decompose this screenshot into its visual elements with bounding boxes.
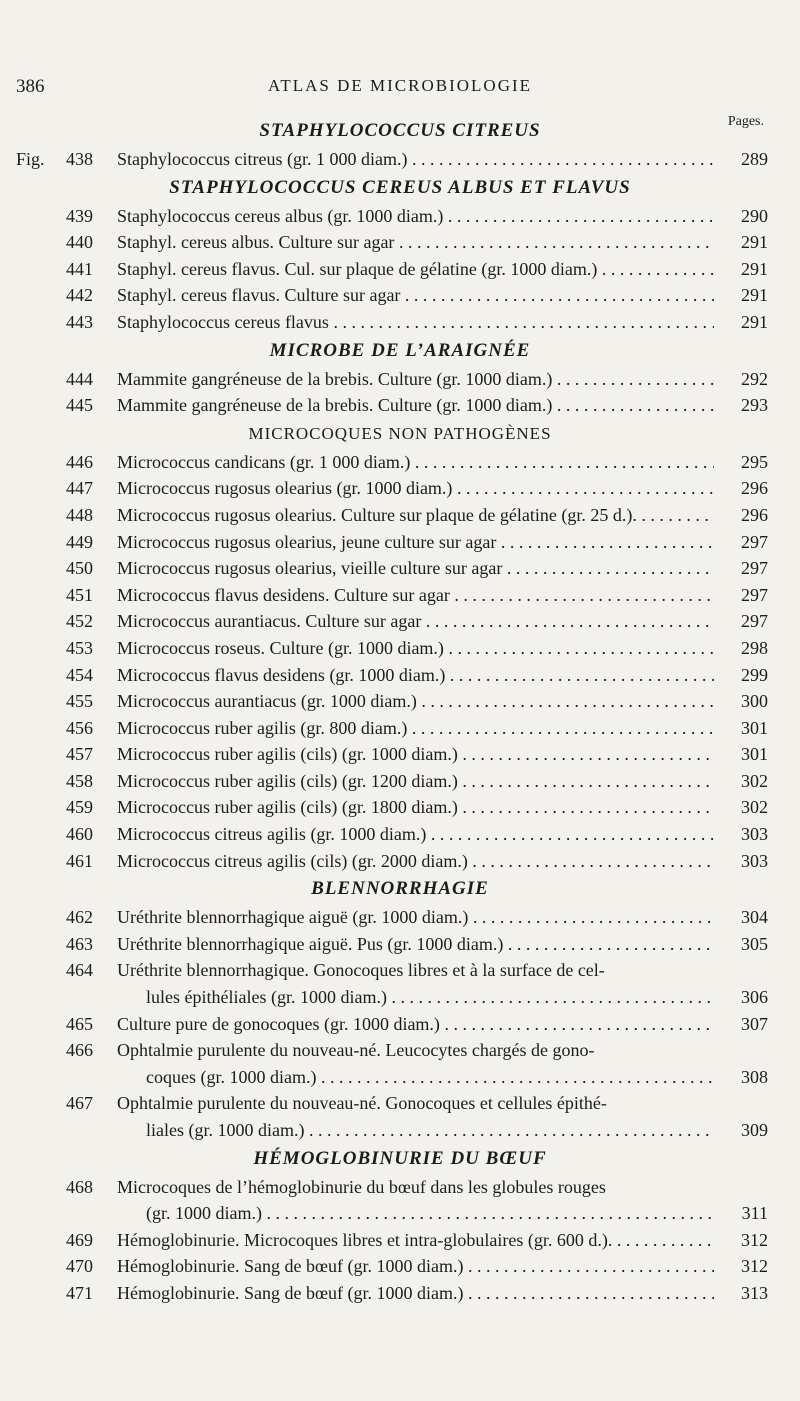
figure-number: 468 — [66, 1176, 93, 1197]
section-heading: MICROBE DE L’ARAIGNÉE — [269, 339, 531, 361]
figure-title: Mammite gangréneuse de la brebis. Culture (gr. 1000 diam.) . . . — [117, 392, 714, 419]
section-heading: MICROCOQUES NON PATHOGÈNES — [248, 423, 552, 443]
figure-title: Uréthrite blennorrhagique aiguë. Pus (gr. 1000 diam.) . . . — [117, 931, 714, 958]
figure-title: Staphylococcus cereus flavus . . . — [117, 309, 714, 336]
list-item — [0, 688, 800, 715]
figure-number: 448 — [66, 504, 93, 525]
figure-title-continuation: lules épithéliales (gr. 1000 diam.) . . . — [146, 984, 714, 1011]
figure-title: Micrococcus rugosus olearius. Culture sur plaque de gélatine (gr. 25 d.). . . . — [117, 502, 714, 529]
page-ref: 303 — [741, 824, 768, 845]
page-ref: 296 — [741, 478, 768, 499]
figure-list — [0, 116, 800, 1307]
page-ref: 309 — [741, 1120, 768, 1140]
figure-number: 464 — [66, 960, 93, 981]
figure-number: 452 — [66, 611, 93, 632]
figure-title: Micrococcus ruber agilis (gr. 800 diam.) . . . — [117, 715, 714, 742]
section-heading: HÉMOGLOBINURIE DU BŒUF — [253, 1147, 547, 1169]
page-ref: 301 — [741, 717, 768, 738]
figure-number: 449 — [66, 531, 93, 552]
list-item — [0, 366, 800, 393]
figure-title-continuation: (gr. 1000 diam.) . . . — [146, 1200, 714, 1227]
figure-number: 453 — [66, 637, 93, 658]
page-ref: 297 — [741, 584, 768, 605]
list-item — [0, 502, 800, 529]
figure-title: Hémoglobinurie. Sang de bœuf (gr. 1000 diam.) . . . — [117, 1253, 714, 1280]
page-ref: 297 — [741, 611, 768, 632]
page-ref: 302 — [741, 797, 768, 818]
figure-number: 469 — [66, 1229, 93, 1250]
page-ref: 308 — [741, 1066, 768, 1087]
figure-title: Micrococcus candicans (gr. 1 000 diam.) . . . — [117, 449, 714, 476]
page-ref: 292 — [741, 368, 768, 389]
list-item — [0, 555, 800, 582]
list-item — [0, 1037, 800, 1064]
figure-title: Staphyl. cereus flavus. Cul. sur plaque de gélatine (gr. 1000 diam.) . . . — [117, 256, 714, 283]
list-item — [0, 741, 800, 768]
figure-number: 459 — [66, 797, 93, 818]
section-heading: STAPHYLOCOCCUS CEREUS ALBUS ET FLAVUS — [169, 176, 631, 198]
figure-number: 466 — [66, 1040, 93, 1061]
list-item — [0, 608, 800, 635]
figure-title: Micrococcus flavus desidens (gr. 1000 diam.) . . . — [117, 662, 714, 689]
list-item — [0, 931, 800, 958]
page-ref: 305 — [741, 933, 768, 954]
figure-title: Hémoglobinurie. Sang de bœuf (gr. 1000 diam.) . . . — [117, 1280, 714, 1307]
figure-title: Uréthrite blennorrhagique aiguë (gr. 1000 diam.) . . . — [117, 904, 714, 931]
list-item-continuation — [0, 984, 800, 1011]
figure-number: 446 — [66, 451, 93, 472]
list-item — [0, 582, 800, 609]
figure-number: 438 — [66, 149, 93, 169]
figure-title: Uréthrite blennorrhagique. Gonocoques libres et à la surface de cel- — [117, 960, 605, 981]
figure-title: Micrococcus rugosus olearius, vieille culture sur agar . . . — [117, 555, 714, 582]
page-ref: 290 — [741, 205, 768, 226]
page-ref: 300 — [741, 691, 768, 712]
figure-number: 443 — [66, 311, 93, 332]
figure-title: Micrococcus ruber agilis (cils) (gr. 1800 diam.) . . . — [117, 794, 714, 821]
list-item — [0, 529, 800, 556]
page-ref: 299 — [741, 664, 768, 685]
section-heading: STAPHYLOCOCCUS CITREUS — [259, 120, 541, 141]
figure-title: Micrococcus rugosus olearius (gr. 1000 diam.) . . . — [117, 475, 714, 502]
figure-number: 458 — [66, 770, 93, 791]
list-item — [0, 848, 800, 875]
page-ref: 304 — [741, 907, 768, 928]
list-item — [0, 821, 800, 848]
page-ref: 311 — [741, 1203, 768, 1224]
figure-number: 465 — [66, 1013, 93, 1034]
section-heading: BLENNORRHAGIE — [311, 878, 489, 900]
list-item — [0, 662, 800, 689]
figure-title: Micrococcus ruber agilis (cils) (gr. 1000 diam.) . . . — [117, 741, 714, 768]
figure-number: 471 — [66, 1282, 93, 1303]
page-ref: 298 — [741, 637, 768, 658]
figure-number: 447 — [66, 478, 93, 499]
page-ref: 289 — [741, 149, 768, 169]
figure-title: Micrococcus flavus desidens. Culture sur agar . . . — [117, 582, 714, 609]
running-title: ATLAS DE MICROBIOLOGIE — [267, 76, 533, 95]
list-item — [0, 768, 800, 795]
figure-title: Ophtalmie purulente du nouveau-né. Leucocytes chargés de gono- — [117, 1040, 595, 1061]
figure-title: Staphylococcus citreus (gr. 1 000 diam.) . . . — [117, 146, 714, 173]
list-item — [0, 146, 800, 173]
figure-title: Staphylococcus cereus albus (gr. 1000 diam.) . . . — [117, 203, 714, 230]
page-ref: 302 — [741, 770, 768, 791]
list-item — [0, 229, 800, 256]
figure-number: 450 — [66, 558, 93, 579]
list-item — [0, 904, 800, 931]
list-item — [0, 1011, 800, 1038]
page-ref: 293 — [741, 395, 768, 416]
list-item — [0, 1253, 800, 1280]
list-item — [0, 203, 800, 230]
list-item — [0, 475, 800, 502]
list-item — [0, 392, 800, 419]
list-item — [0, 1227, 800, 1254]
list-item — [0, 1090, 800, 1117]
page-ref: 296 — [741, 504, 768, 525]
figure-title: Micrococcus aurantiacus (gr. 1000 diam.) . . . — [117, 688, 714, 715]
figure-title: Ophtalmie purulente du nouveau-né. Gonocoques et cellules épithé- — [117, 1093, 607, 1114]
list-item-continuation — [0, 1200, 800, 1227]
list-item — [0, 1174, 800, 1201]
figure-title: Micrococcus ruber agilis (cils) (gr. 1200 diam.) . . . — [117, 768, 714, 795]
figure-title: Micrococcus aurantiacus. Culture sur agar . . . — [117, 608, 714, 635]
page-ref: 307 — [741, 1013, 768, 1034]
list-item — [0, 635, 800, 662]
figure-number: 451 — [66, 584, 93, 605]
list-item — [0, 256, 800, 283]
list-item — [0, 282, 800, 309]
page-ref: 306 — [741, 987, 768, 1008]
figure-title: Micrococcus rugosus olearius, jeune culture sur agar . . . — [117, 529, 714, 556]
list-item-continuation — [0, 1064, 800, 1091]
page-ref: 291 — [741, 232, 768, 253]
figure-title: Hémoglobinurie. Microcoques libres et intra-globulaires (gr. 600 d.). . . . — [117, 1227, 714, 1254]
figure-number: 439 — [66, 205, 93, 226]
figure-number: 455 — [66, 691, 93, 712]
figure-title: Staphyl. cereus flavus. Culture sur agar . . . — [117, 282, 714, 309]
figure-number: 460 — [66, 824, 93, 845]
list-item — [0, 1280, 800, 1307]
page-ref: 295 — [741, 451, 768, 472]
figure-title: Micrococcus citreus agilis (gr. 1000 diam.) . . . — [117, 821, 714, 848]
figure-number: 445 — [66, 395, 93, 416]
figure-title-continuation: coques (gr. 1000 diam.) . . . — [146, 1064, 714, 1091]
figure-number: 441 — [66, 258, 93, 279]
page-number: 386 — [16, 76, 45, 97]
page-ref: 313 — [741, 1282, 768, 1303]
figure-title: Staphyl. cereus albus. Culture sur agar . . . — [117, 229, 714, 256]
page-ref: 291 — [741, 311, 768, 332]
list-item-continuation — [0, 1117, 800, 1144]
figure-number: 463 — [66, 933, 93, 954]
page-ref: 312 — [741, 1256, 768, 1277]
list-item — [0, 794, 800, 821]
page-ref: 297 — [741, 531, 768, 552]
figure-title-continuation: liales (gr. 1000 diam.) . . . — [146, 1117, 714, 1144]
page-ref: 297 — [741, 558, 768, 579]
figure-number: 442 — [66, 285, 93, 306]
fig-label: Fig. — [16, 149, 45, 169]
figure-number: 444 — [66, 368, 93, 389]
figure-number: 470 — [66, 1256, 93, 1277]
page-ref: 312 — [741, 1229, 768, 1250]
list-item — [0, 715, 800, 742]
figure-number: 467 — [66, 1093, 93, 1114]
running-head — [0, 76, 800, 100]
figure-number: 461 — [66, 850, 93, 871]
page-ref: 291 — [741, 258, 768, 279]
page-ref: 301 — [741, 744, 768, 765]
list-item — [0, 449, 800, 476]
pages-column-label: Pages. — [727, 114, 764, 129]
figure-title: Microcoques de l’hémoglobinurie du bœuf dans les globules rouges — [117, 1176, 606, 1197]
figure-title: Micrococcus roseus. Culture (gr. 1000 diam.) . . . — [117, 635, 714, 662]
figure-number: 456 — [66, 717, 93, 738]
list-item — [0, 309, 800, 336]
figure-number: 454 — [66, 664, 93, 685]
page-ref: 291 — [741, 285, 768, 306]
figure-number: 457 — [66, 744, 93, 765]
figure-title: Mammite gangréneuse de la brebis. Culture (gr. 1000 diam.) . . . — [117, 366, 714, 393]
figure-number: 462 — [66, 907, 93, 928]
page-ref: 303 — [741, 850, 768, 871]
figure-number: 440 — [66, 232, 93, 253]
figure-title: Micrococcus citreus agilis (cils) (gr. 2000 diam.) . . . — [117, 848, 714, 875]
list-item — [0, 957, 800, 984]
figure-title: Culture pure de gonocoques (gr. 1000 diam.) . . . — [117, 1011, 714, 1038]
